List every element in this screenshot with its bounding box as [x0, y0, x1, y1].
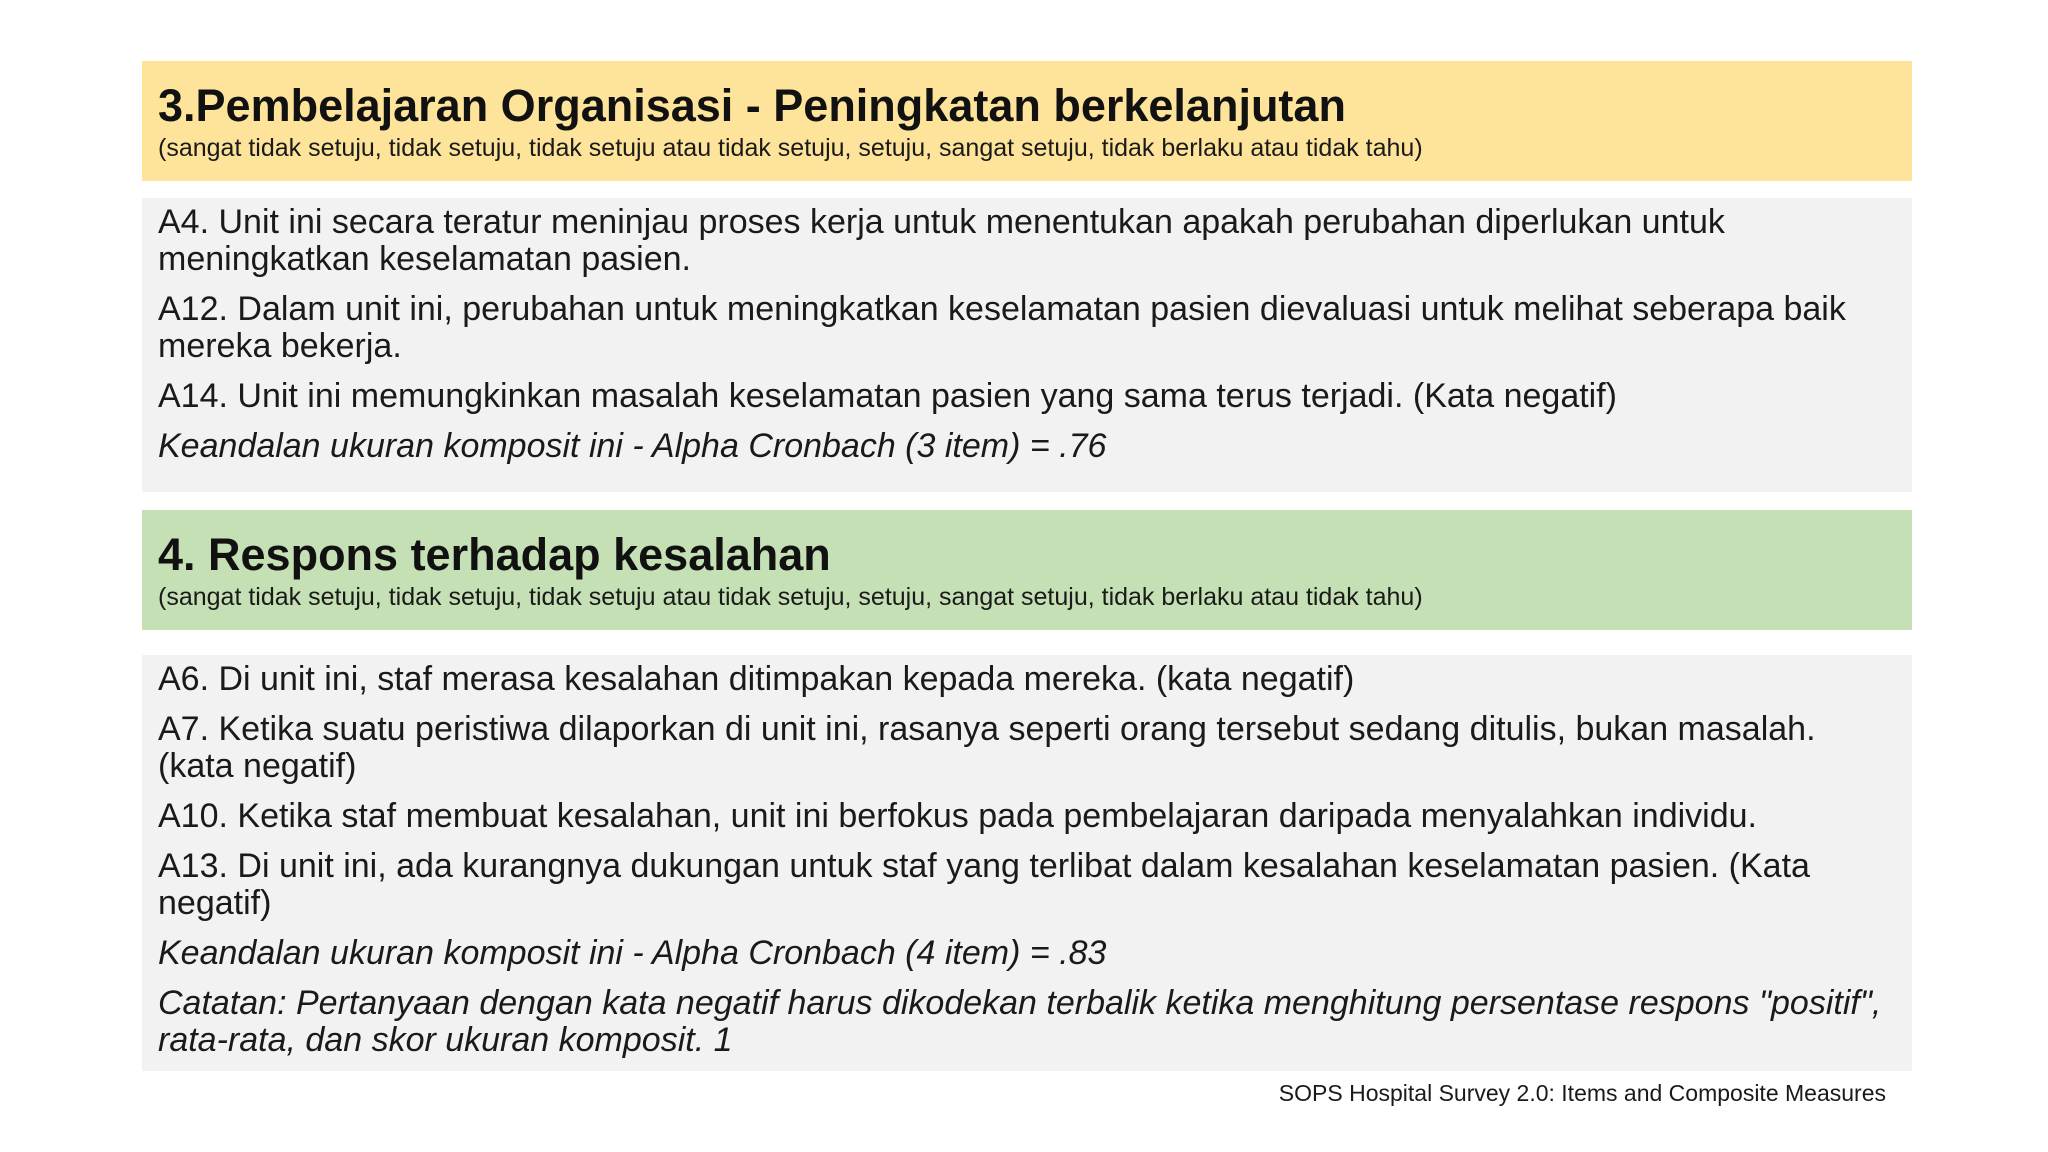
section-3-header [142, 61, 1912, 181]
section-4-subtitle: (sangat tidak setuju, tidak setuju, tidak setuju atau tidak setuju, setuju, sangat setuju, tidak berlaku atau tidak tahu) [158, 583, 1423, 611]
item-a6: A6. Di unit ini, staf merasa kesalahan ditimpakan kepada mereka. (kata negatif) [158, 660, 1355, 698]
section-4-title: 4. Respons terhadap kesalahan [158, 529, 831, 580]
footer-source: SOPS Hospital Survey 2.0: Items and Composite Measures [1278, 1080, 1886, 1106]
section-4-note: Catatan: Pertanyaan dengan kata negatif harus dikodekan terbalik ketika menghitung persentase respons "positif", rata-rata, dan skor ukuran komposit. 1 [158, 984, 1882, 1059]
section-3-items [142, 198, 1912, 492]
section-3-reliability: Keandalan ukuran komposit ini - Alpha Cronbach (3 item) = .76 [158, 427, 1107, 465]
section-4-items [142, 655, 1912, 1071]
section-3-subtitle: (sangat tidak setuju, tidak setuju, tidak setuju atau tidak setuju, setuju, sangat setuju, tidak berlaku atau tidak tahu) [158, 134, 1423, 162]
section-4-reliability: Keandalan ukuran komposit ini - Alpha Cronbach (4 item) = .83 [158, 934, 1107, 972]
item-a13: A13. Di unit ini, ada kurangnya dukungan untuk staf yang terlibat dalam kesalahan keselamatan pasien. (Kata negatif) [158, 847, 1810, 922]
item-a4: A4. Unit ini secara teratur meninjau proses kerja untuk menentukan apakah perubahan diperlukan untuk meningkatkan keselamatan pasien. [158, 203, 1725, 278]
section-4-header [142, 510, 1912, 630]
item-a10: A10. Ketika staf membuat kesalahan, unit ini berfokus pada pembelajaran daripada menyalahkan individu. [158, 797, 1757, 835]
item-a7: A7. Ketika suatu peristiwa dilaporkan di unit ini, rasanya seperti orang tersebut sedang ditulis, bukan masalah. (kata negatif) [158, 710, 1816, 785]
item-a14: A14. Unit ini memungkinkan masalah keselamatan pasien yang sama terus terjadi. (Kata negatif) [158, 377, 1617, 415]
section-3-title: 3.Pembelajaran Organisasi - Peningkatan berkelanjutan [158, 80, 1346, 131]
item-a12: A12. Dalam unit ini, perubahan untuk meningkatkan keselamatan pasien dievaluasi untuk melihat seberapa baik mereka bekerja. [158, 290, 1846, 365]
